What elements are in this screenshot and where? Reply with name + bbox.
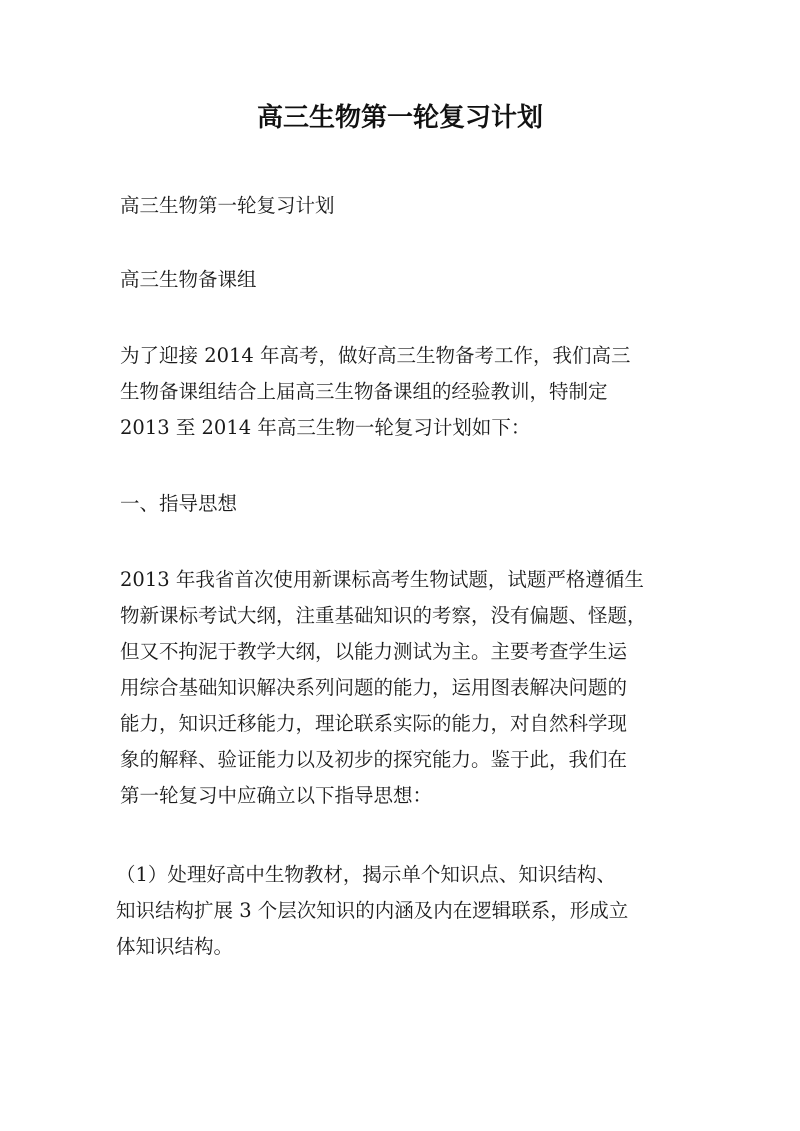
section1-heading: 一、指导思想 [120, 492, 238, 515]
section1-line: 2013 年我省首次使用新课标高考生物试题，试题严格遵循生 [120, 568, 644, 591]
section1-line: 能力，知识迁移能力，理论联系实际的能力，对自然科学现 [120, 712, 628, 735]
section1-heading-paragraph [120, 486, 680, 522]
document-title: 高三生物第一轮复习计划 [256, 103, 543, 133]
intro-line: 2013 至 2014 年高三生物一轮复习计划如下： [120, 416, 531, 439]
section1-line: 第一轮复习中应确立以下指导思想： [120, 784, 433, 807]
intro-line: 生物备课组结合上届高三生物备课组的经验教训，特制定 [120, 380, 608, 403]
point1-paragraph [116, 857, 676, 965]
author-text: 高三生物备课组 [120, 268, 257, 291]
section1-line: 物新课标考试大纲，注重基础知识的考察，没有偏题、怪题， [120, 604, 647, 627]
intro-paragraph [120, 338, 680, 446]
intro-line: 为了迎接 2014 年高考，做好高三生物备考工作，我们高三 [120, 344, 631, 367]
point1-line: 体知识结构。 [116, 935, 234, 958]
section1-line: 用综合基础知识解决系列问题的能力，运用图表解决问题的 [120, 676, 628, 699]
subtitle-paragraph [120, 188, 680, 224]
point1-line: 知识结构扩展 3 个层次知识的内涵及内在逻辑联系，形成立 [116, 899, 629, 922]
point1-line: （1）处理好高中生物教材，揭示单个知识点、知识结构、 [116, 863, 616, 886]
subtitle-text: 高三生物第一轮复习计划 [120, 194, 335, 217]
section1-line: 但又不拘泥于教学大纲，以能力测试为主。主要考查学生运 [120, 640, 628, 663]
author-paragraph [120, 262, 680, 298]
section1-paragraph [120, 562, 680, 814]
section1-line: 象的解释、验证能力以及初步的探究能力。鉴于此，我们在 [120, 748, 628, 771]
